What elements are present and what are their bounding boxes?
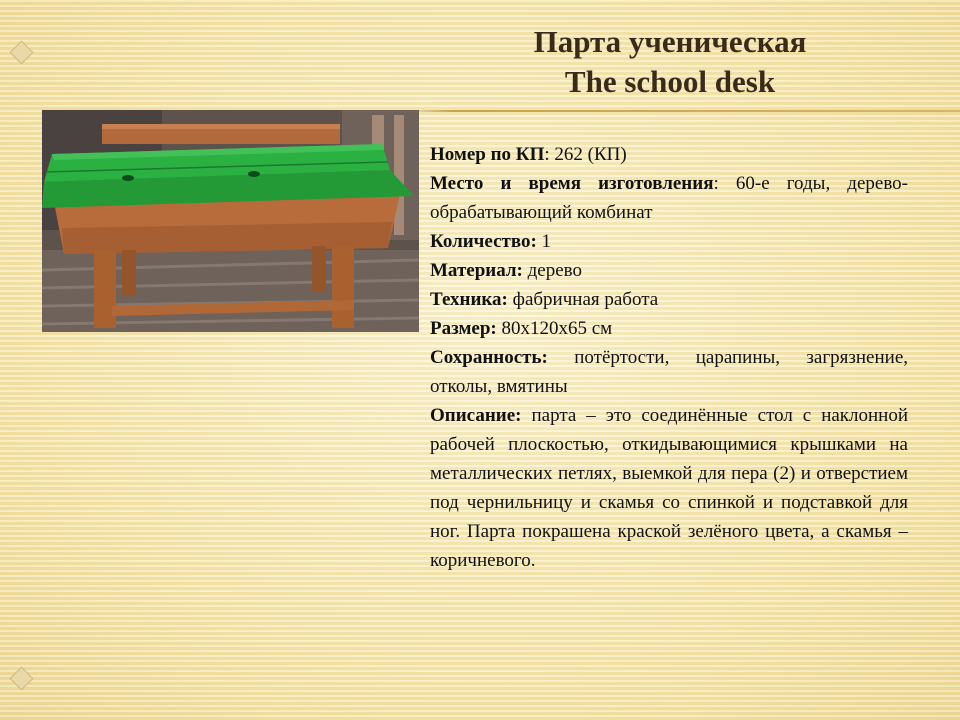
field-label: Место и время изготовления — [430, 173, 714, 194]
field-label: Номер по КП — [430, 144, 545, 165]
field-size — [430, 314, 908, 343]
field-value: 60-е годы, дерево-обрабатывающий комбинат — [430, 173, 909, 223]
field-label: Техника: — [430, 289, 508, 310]
field-value: 1 — [541, 231, 552, 252]
field-label: Сохранность: — [430, 347, 548, 368]
field-value: 80х120х65 см — [501, 318, 613, 339]
field-material — [430, 256, 908, 285]
field-label: Описание: — [430, 405, 522, 426]
title-divider — [395, 110, 960, 112]
field-inventory-number: Номер по КП: 262 (КП) — [430, 144, 627, 165]
field-technique — [430, 285, 908, 314]
field-quantity — [430, 227, 908, 256]
field-description — [430, 401, 908, 575]
field-label: Размер: — [430, 318, 497, 339]
decor-diamond — [9, 40, 33, 64]
field-value: парта – это соединённые стол с наклонной рабочей плоскостью, откидывающимися крышками на металлических петлях, выемкой для пера (2) и отверстием под чернильницу и скамья со спинкой и подставкой для ног. Парта покрашена краской зелёного цвета, а скамья – коричневого. — [430, 405, 909, 571]
desk-photo — [42, 110, 419, 332]
field-label: Материал: — [430, 260, 523, 281]
title-english: The school desk — [564, 64, 776, 99]
slide-title — [420, 22, 920, 102]
field-value: фабричная работа — [512, 289, 659, 310]
field-value: 262 (КП) — [554, 144, 627, 165]
field-value: дерево — [527, 260, 583, 281]
title-russian: Парта ученическая — [533, 24, 807, 59]
field-origin: Место и время изготовления: 60-е годы, дерево-обрабатывающий комбинат — [430, 173, 909, 223]
field-value: потёртости, царапины, загрязнение, отколы, вмятины — [430, 347, 909, 397]
field-label: Количество: — [430, 231, 537, 252]
decor-diamond — [9, 666, 33, 690]
field-condition — [430, 343, 908, 401]
description-block — [430, 140, 908, 575]
